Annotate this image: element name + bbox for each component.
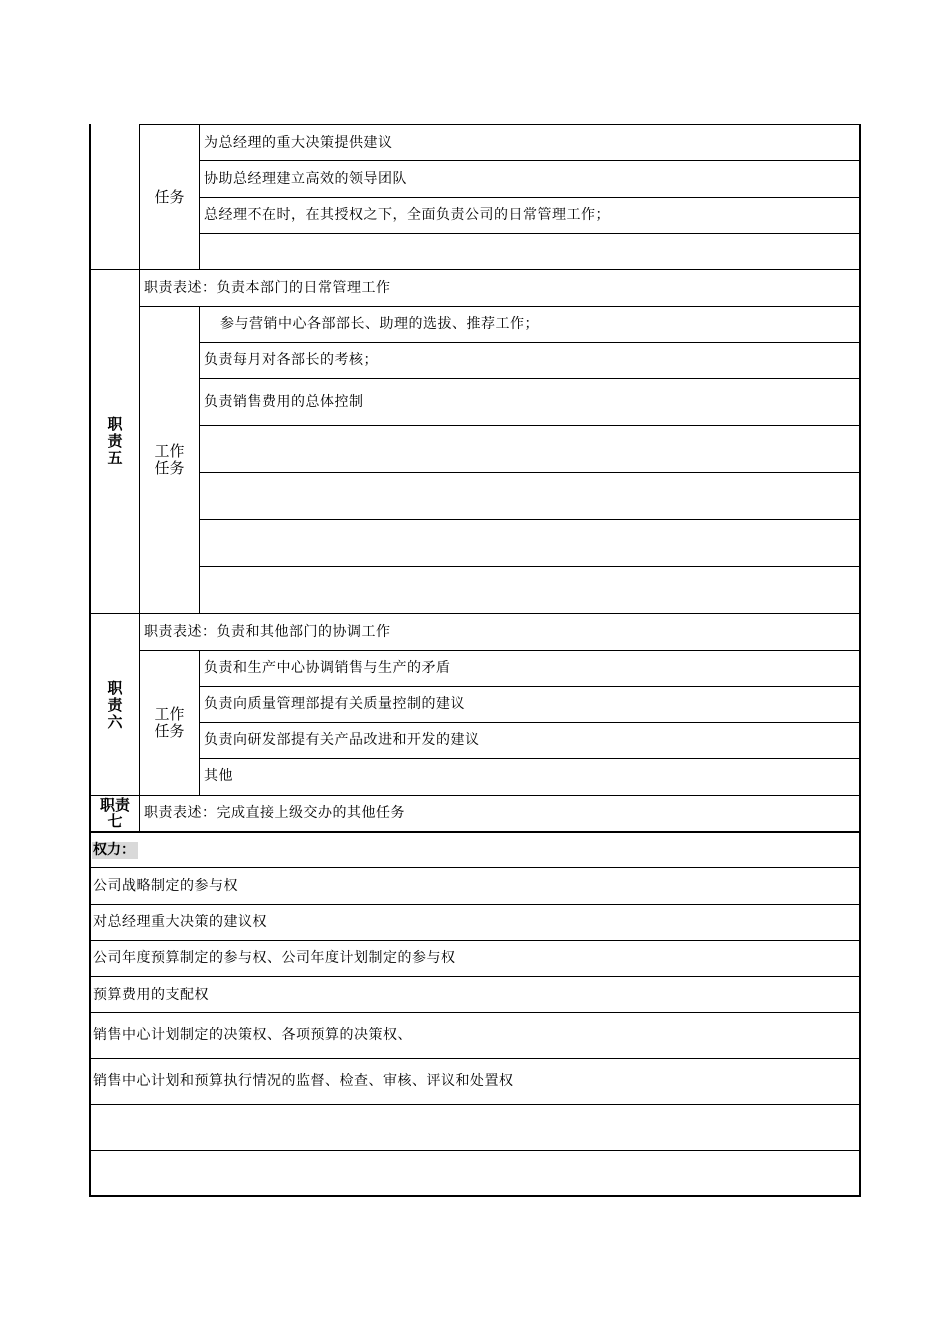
duty7-label: 职责 七 [99,796,130,830]
task-item: 负责销售费用的总体控制 [204,394,364,410]
duty6-task-label: 工作 任务 [154,705,185,740]
task-item: 其他 [204,768,233,784]
row-divider [199,686,860,687]
task-label: 任务 [154,188,185,206]
power-item: 预算费用的支配权 [93,987,209,1003]
table-right-border [859,124,861,1197]
duty5-task-label: 工作 任务 [154,442,185,477]
row-divider [89,1012,860,1013]
duty5-label: 职 责 五 [107,415,123,467]
row-divider [89,1058,860,1059]
duty7-description: 职责表述：完成直接上级交办的其他任务 [144,805,405,821]
row-divider [199,342,860,343]
powers-heading: 权力： [92,842,138,859]
row-divider [199,472,860,473]
row-divider [199,722,860,723]
row-divider [199,233,860,234]
duty5-description: 职责表述：负责本部门的日常管理工作 [144,280,391,296]
task-item: 为总经理的重大决策提供建议 [204,135,393,151]
task-item: 负责向质量管理部提有关质量控制的建议 [204,696,465,712]
row-divider [89,867,860,868]
section-divider [89,795,860,796]
power-item: 销售中心计划和预算执行情况的监督、检查、审核、评议和处置权 [93,1073,514,1089]
power-item: 公司年度预算制定的参与权、公司年度计划制定的参与权 [93,950,456,966]
row-divider [199,197,860,198]
row-divider [199,758,860,759]
powers-top-border [89,831,861,833]
task-column-divider-b [199,306,200,614]
section-divider [89,269,860,270]
power-item: 公司战略制定的参与权 [93,878,238,894]
task-item: 负责向研发部提有关产品改进和开发的建议 [204,732,480,748]
power-item: 对总经理重大决策的建议权 [93,914,267,930]
task-item: 负责每月对各部长的考核； [204,352,378,368]
task-item: 总经理不在时，在其授权之下，全面负责公司的日常管理工作； [204,207,610,223]
section-divider [89,613,860,614]
power-item: 销售中心计划制定的决策权、各项预算的决策权、 [93,1027,412,1043]
task-item: 参与营销中心各部部长、助理的选拔、推荐工作； [220,316,539,332]
row-divider [199,425,860,426]
table-left-border [89,124,91,1197]
row-divider [89,1150,860,1151]
row-divider [199,519,860,520]
duty6-label: 职 责 六 [107,679,123,731]
table-bottom-border [89,1195,861,1197]
row-divider [199,566,860,567]
task-item: 负责和生产中心协调销售与生产的矛盾 [204,660,451,676]
row-divider [199,378,860,379]
row-divider [89,976,860,977]
row-divider [89,904,860,905]
row-divider [89,1104,860,1105]
row-divider [199,160,860,161]
row-divider [139,306,860,307]
row-divider [139,650,860,651]
task-item: 协助总经理建立高效的领导团队 [204,171,407,187]
duty6-description: 职责表述：负责和其他部门的协调工作 [144,624,391,640]
row-divider [89,940,860,941]
table-top-border [139,124,860,125]
